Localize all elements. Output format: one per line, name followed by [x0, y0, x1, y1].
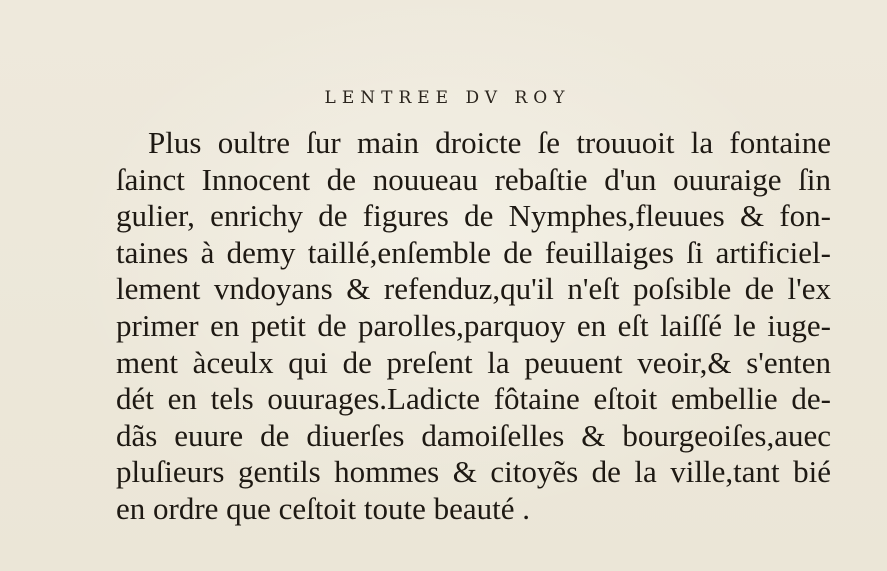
running-head: LENTREE DV ROY: [324, 88, 571, 108]
text-line-10: pluſieurs gentils hommes & citoyẽs de la ville,tant bié: [116, 454, 831, 490]
text-line-7: ment àceulx qui de preſent la peuuent veoir,& s'enten: [116, 344, 831, 380]
text-line-6: primer en petit de parolles,parquoy en eſt laiſſé le iuge-: [116, 307, 831, 343]
text-line-11: en ordre que ceſtoit toute beauté .: [116, 490, 531, 526]
text-line-1: Plus oultre ſur main droicte ſe trouuoit la fontaine: [148, 125, 831, 160]
text-line-4: taines à demy taillé,enſemble de feuillaiges ſi artificiel-: [116, 234, 831, 270]
text-line-2: ſainct Innocent de nouueau rebaſtie d'un ouuraige ſin: [116, 161, 831, 197]
text-line-8: dét en tels ouurages.Ladicte fôtaine eſtoit embellie de-: [116, 381, 831, 417]
text-line-9: dãs euure de diuerſes damoiſelles & bourgeoiſes,auec: [116, 417, 831, 453]
body-paragraph: [116, 125, 831, 528]
text-line-3: gulier, enrichy de figures de Nymphes,fleuues & fon-: [116, 198, 831, 234]
text-line-5: lement vndoyans & refenduz,qu'il n'eſt poſsible de l'ex: [116, 271, 831, 307]
